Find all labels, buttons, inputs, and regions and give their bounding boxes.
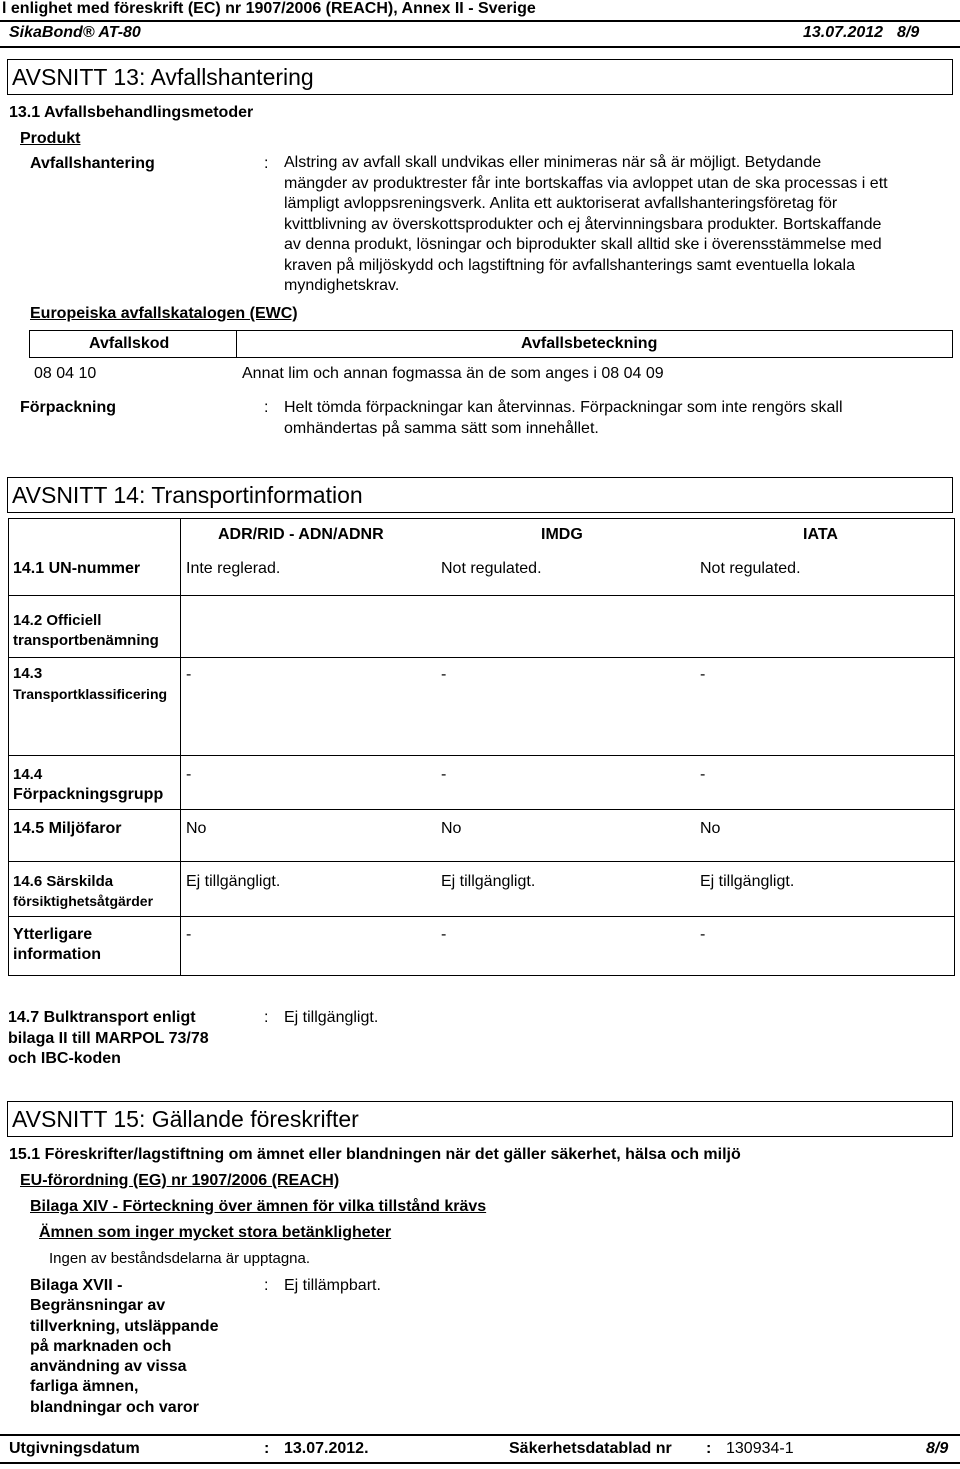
colon: : [264, 1009, 269, 1026]
footer-rule-2 [0, 1462, 960, 1464]
footer-rule [0, 1434, 960, 1436]
bulk-transport-label: 14.7 Bulktransport enligt bilaga II till MARPOL 73/78 och IBC-koden [8, 1009, 209, 1067]
row-divider [8, 809, 955, 810]
ewc-code: 08 04 10 [34, 365, 97, 382]
row-14-4-label: 14.4 [13, 766, 43, 783]
avfallshantering-text: Alstring av avfall skall undvikas eller minimeras när så är möjligt. Betydande mängder av produktrester får inte bortskaffas via avloppet utan de ska processas i ett lämpligt avloppsreningsverk. Anlita ett auktoriserat avfallshanteringsföretag för kvittblivning av överskottsprodukter och ej återvinningsbara produkter. Bortskaffande av denna produkt, lösningar och biprodukter skall alltid ske i överensstämmelse med kraven på miljöskydd och lagstiftning för avfallshanterings samt eventuella lokala myndighetskrav. [284, 154, 888, 294]
row-14-6-adr: Ej tillgängligt. [186, 873, 281, 890]
bilaga-xvii-value: Ej tillämpbart. [284, 1277, 381, 1294]
header-rule [0, 20, 960, 22]
row-14-5-label: 14.5 Miljöfaror [13, 820, 122, 837]
row-14-6-iata: Ej tillgängligt. [700, 873, 795, 890]
colon: : [264, 1277, 269, 1294]
ewc-divider [236, 330, 237, 358]
row-14-6-label-2: försiktighetsåtgärder [13, 893, 154, 909]
row-divider [8, 755, 955, 756]
bilaga-xvii-label: Bilaga XVII - Begränsningar av tillverkning, utsläppande på marknaden och användning av vissa farliga ämnen, blandningar och varor [30, 1277, 219, 1416]
row-14-2-label-2: transportbenämning [13, 632, 159, 649]
row-14-1-adr: Inte reglerad. [186, 560, 281, 577]
section-13-1-heading: 13.1 Avfallsbehandlingsmetoder [9, 104, 254, 121]
footer-colon: : [264, 1440, 270, 1457]
forpackning-label: Förpackning [20, 399, 117, 416]
row-14-2-label: 14.2 Officiell [13, 612, 102, 629]
col-imdg: IMDG [541, 526, 583, 543]
svhc-heading: Ämnen som inger mycket stora betänkligheter [39, 1224, 392, 1241]
ewc-col-avfallsbeteckning: Avfallsbeteckning [521, 335, 658, 352]
row-14-1-iata: Not regulated. [700, 560, 801, 577]
footer-sds-number: 130934-1 [726, 1440, 794, 1457]
col-iata: IATA [803, 526, 838, 543]
ewc-col-avfallskod: Avfallskod [89, 335, 170, 352]
footer-sds-label: Säkerhetsdatablad nr [509, 1440, 672, 1457]
row-14-3-label-2: Transportklassificering [13, 686, 168, 702]
row-14-1-label: 14.1 UN-nummer [13, 560, 141, 577]
avfallshantering-label: Avfallshantering [30, 155, 155, 172]
row-divider [8, 595, 955, 596]
row-14-3-adr: - [186, 666, 192, 683]
row-14-4-adr: - [186, 766, 192, 783]
row-divider [8, 861, 955, 862]
row-14-4-imdg: - [441, 766, 447, 783]
row-14-6-imdg: Ej tillgängligt. [441, 873, 536, 890]
row-14-5-adr: No [186, 820, 207, 837]
footer-label: Utgivningsdatum [9, 1440, 140, 1457]
header-rule-2 [0, 46, 960, 48]
row-ytterligare-label-2: information [13, 946, 101, 963]
ewc-description: Annat lim och annan fogmassa än de som anges i 08 04 09 [242, 365, 664, 382]
header-page: 8/9 [897, 24, 920, 41]
colon: : [264, 155, 269, 172]
row-14-5-iata: No [700, 820, 721, 837]
col-adr: ADR/RID - ADN/ADNR [218, 526, 384, 543]
footer-page: 8/9 [926, 1440, 949, 1457]
section-13-heading: AVSNITT 13: Avfallshantering [7, 59, 953, 95]
footer-colon-2: : [706, 1440, 712, 1457]
row-14-1-imdg: Not regulated. [441, 560, 542, 577]
ewc-label: Europeiska avfallskatalogen (EWC) [30, 305, 298, 322]
bilaga-xiv-heading: Bilaga XIV - Förteckning över ämnen för vilka tillstånd krävs [30, 1198, 487, 1215]
reach-heading: EU-förordning (EG) nr 1907/2006 (REACH) [20, 1172, 340, 1189]
row-divider [8, 916, 955, 917]
row-14-4-iata: - [700, 766, 706, 783]
row-14-3-label: 14.3 [13, 665, 43, 682]
bulk-transport-value: Ej tillgängligt. [284, 1009, 379, 1026]
row-14-5-imdg: No [441, 820, 462, 837]
row-divider [8, 657, 955, 658]
row-ytterligare-imdg: - [441, 926, 447, 943]
transport-table-divider [180, 518, 181, 976]
forpackning-text: Helt tömda förpackningar kan återvinnas. Förpackningar som inte rengörs skall omhändertas på samma sätt som innehållet. [284, 399, 843, 437]
row-14-6-label: 14.6 Särskilda [13, 873, 114, 890]
row-14-3-iata: - [700, 666, 706, 683]
row-ytterligare-label: Ytterligare [13, 926, 93, 943]
svhc-value: Ingen av beståndsdelarna är upptagna. [49, 1250, 311, 1267]
section-15-heading: AVSNITT 15: Gällande föreskrifter [7, 1101, 953, 1137]
colon: : [264, 399, 269, 416]
row-ytterligare-iata: - [700, 926, 706, 943]
row-ytterligare-adr: - [186, 926, 192, 943]
document-title: l enlighet med föreskrift (EC) nr 1907/2006 (REACH), Annex II - Sverige [2, 0, 536, 17]
produkt-label: Produkt [20, 130, 81, 147]
row-14-3-imdg: - [441, 666, 447, 683]
section-15-1-heading: 15.1 Föreskrifter/lagstiftning om ämnet eller blandningen när det gäller säkerhet, hälsa och miljö [9, 1146, 741, 1163]
footer-date: 13.07.2012. [284, 1440, 369, 1457]
row-14-4-label-2: Förpackningsgrupp [13, 786, 164, 803]
section-14-heading: AVSNITT 14: Transportinformation [7, 477, 953, 513]
product-name: SikaBond® AT-80 [9, 24, 141, 41]
header-date: 13.07.2012 [803, 24, 884, 41]
